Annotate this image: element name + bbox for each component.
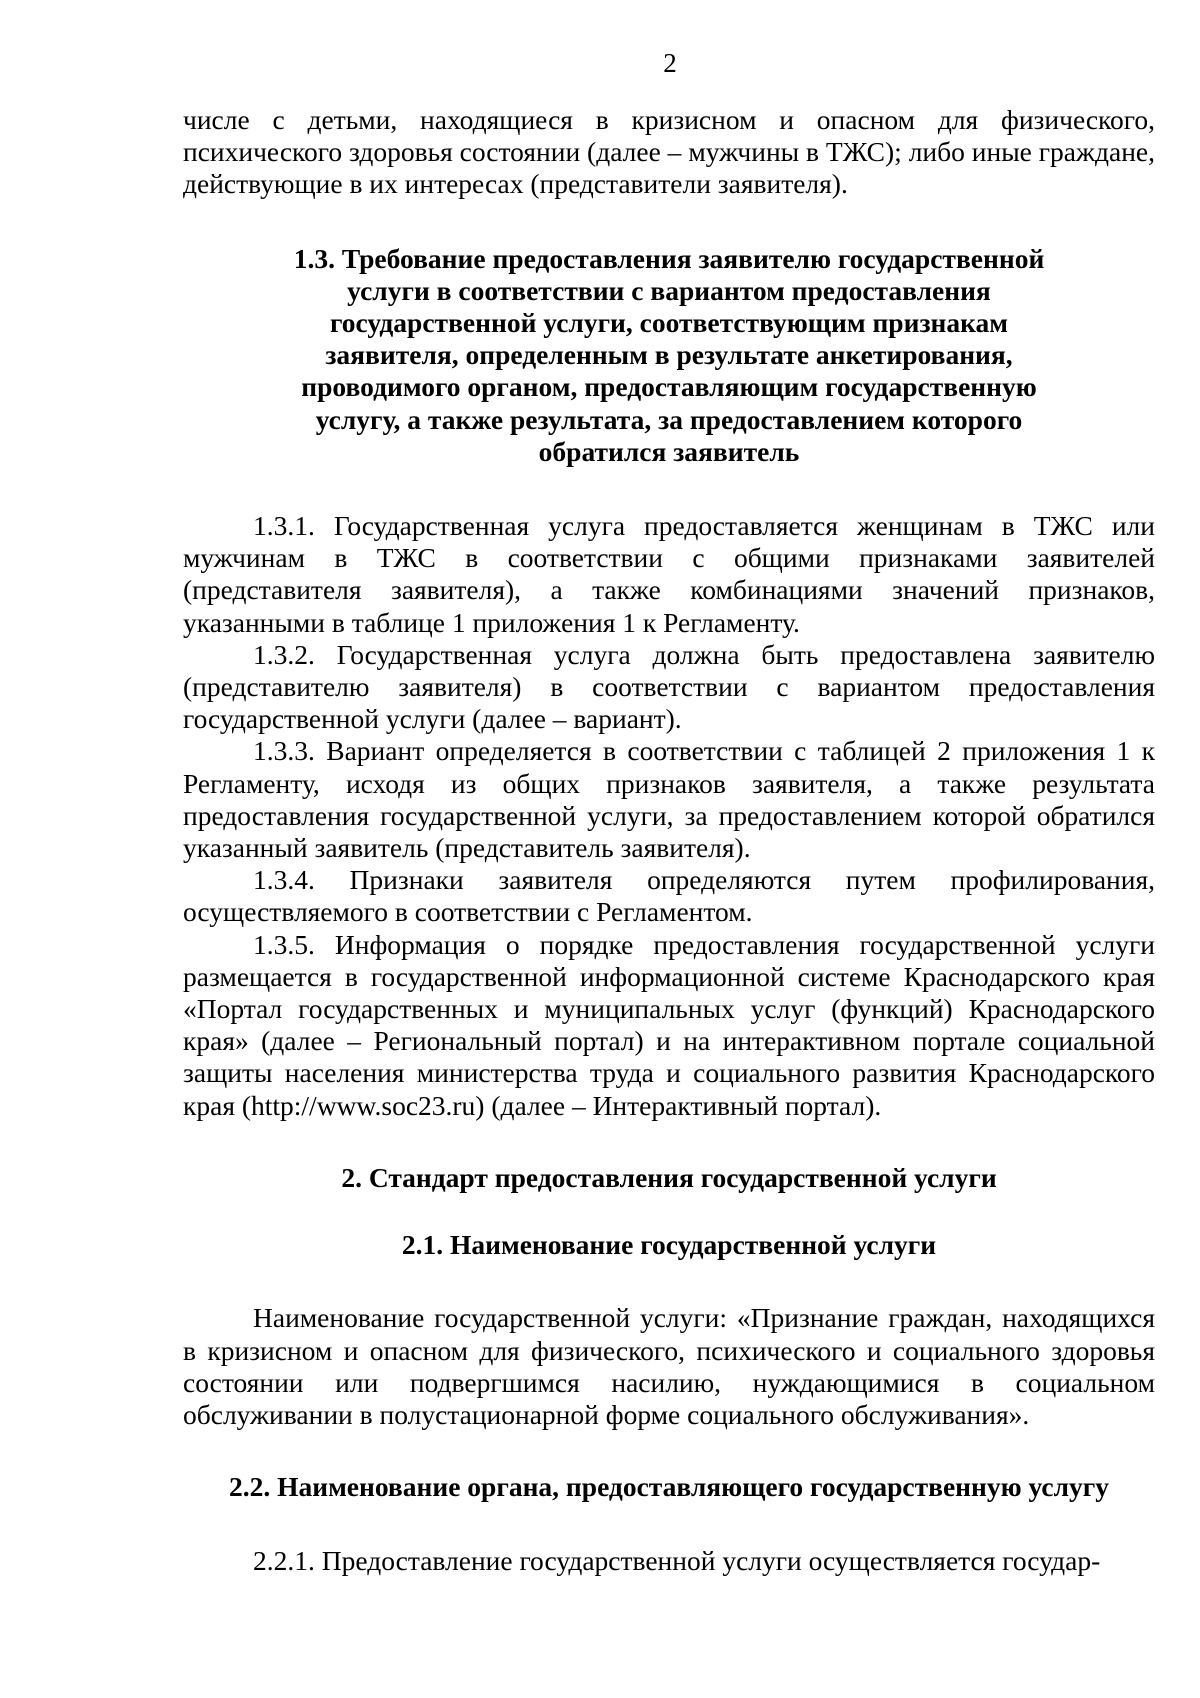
paragraph-2-1: Наименование государственной услуги: «Признание граждан, находящихся в кризисном и опасном для физического, психического и социального здоровья состоянии или подвергшимся насилию, нуждающимися в социальном обслуживании в полустационарной форме социального обслуживания».	[183, 1302, 1155, 1430]
paragraph-1-3-3: 1.3.3. Вариант определяется в соответствии с таблицей 2 приложения 1 к Регламенту, исходя из общих признаков заявителя, а также результата предоставления государственной услуги, за предоставлением которой обратился указанный заявитель (представитель заявителя).	[183, 735, 1155, 864]
section-heading-2-1: 2.1. Наименование государственной услуги	[401, 1229, 937, 1261]
paragraph-1-3-1: 1.3.1. Государственная услуга предоставляется женщинам в ТЖС или мужчинам в ТЖС в соответствии с общими признаками заявителей (представителя заявителя), а также комбинациями значений признаков, указанными в таблице 1 приложения 1 к Регламенту.	[183, 510, 1155, 638]
paragraph-2-2-1: 2.2.1. Предоставление государственной услуги осуществляется государ-	[253, 1545, 1101, 1577]
section-heading-2-2: 2.2. Наименование органа, предоставляющего государственную услугу	[228, 1471, 1110, 1503]
section-heading-1-3: 1.3. Требование предоставления заявителю государственной услуги в соответствии с вариантом предоставления государственной услуги, соответствующим признакам заявителя, определенным в результате анкетирования, проводимого органом, предоставляющим государственную услугу, а также результата, за предоставлением которого обратился заявитель	[293, 242, 1045, 467]
document-body	[183, 104, 1155, 1578]
paragraph-1-3-4: 1.3.4. Признаки заявителя определяются путем профилирования, осуществляемого в соответствии с Регламентом.	[183, 864, 1155, 928]
section-heading-2: 2. Стандарт предоставления государственной услуги	[341, 1161, 997, 1193]
paragraph-1-3-2: 1.3.2. Государственная услуга должна быть предоставлена заявителю (представителю заявителя) в соответствии с вариантом предоставления государственной услуги (далее – вариант).	[183, 638, 1155, 735]
page-number: 2	[663, 48, 677, 78]
paragraph-1-3-5: 1.3.5. Информация о порядке предоставления государственной услуги размещается в государственной информационной системе Краснодарского края «Портал государственных и муниципальных услуг (функций) Краснодарского края» (далее – Региональный портал) и на интерактивном портале социальной защиты населения министерства труда и социального развития Краснодарского края (http://www.soc23.ru) (далее – Интерактивный портал).	[183, 928, 1155, 1121]
paragraph-continuation: числе с детьми, находящиеся в кризисном и опасном для физического, психического здоровья состоянии (далее – мужчины в ТЖС); либо иные граждане, действующие в их интересах (представители заявителя).	[183, 104, 1155, 200]
